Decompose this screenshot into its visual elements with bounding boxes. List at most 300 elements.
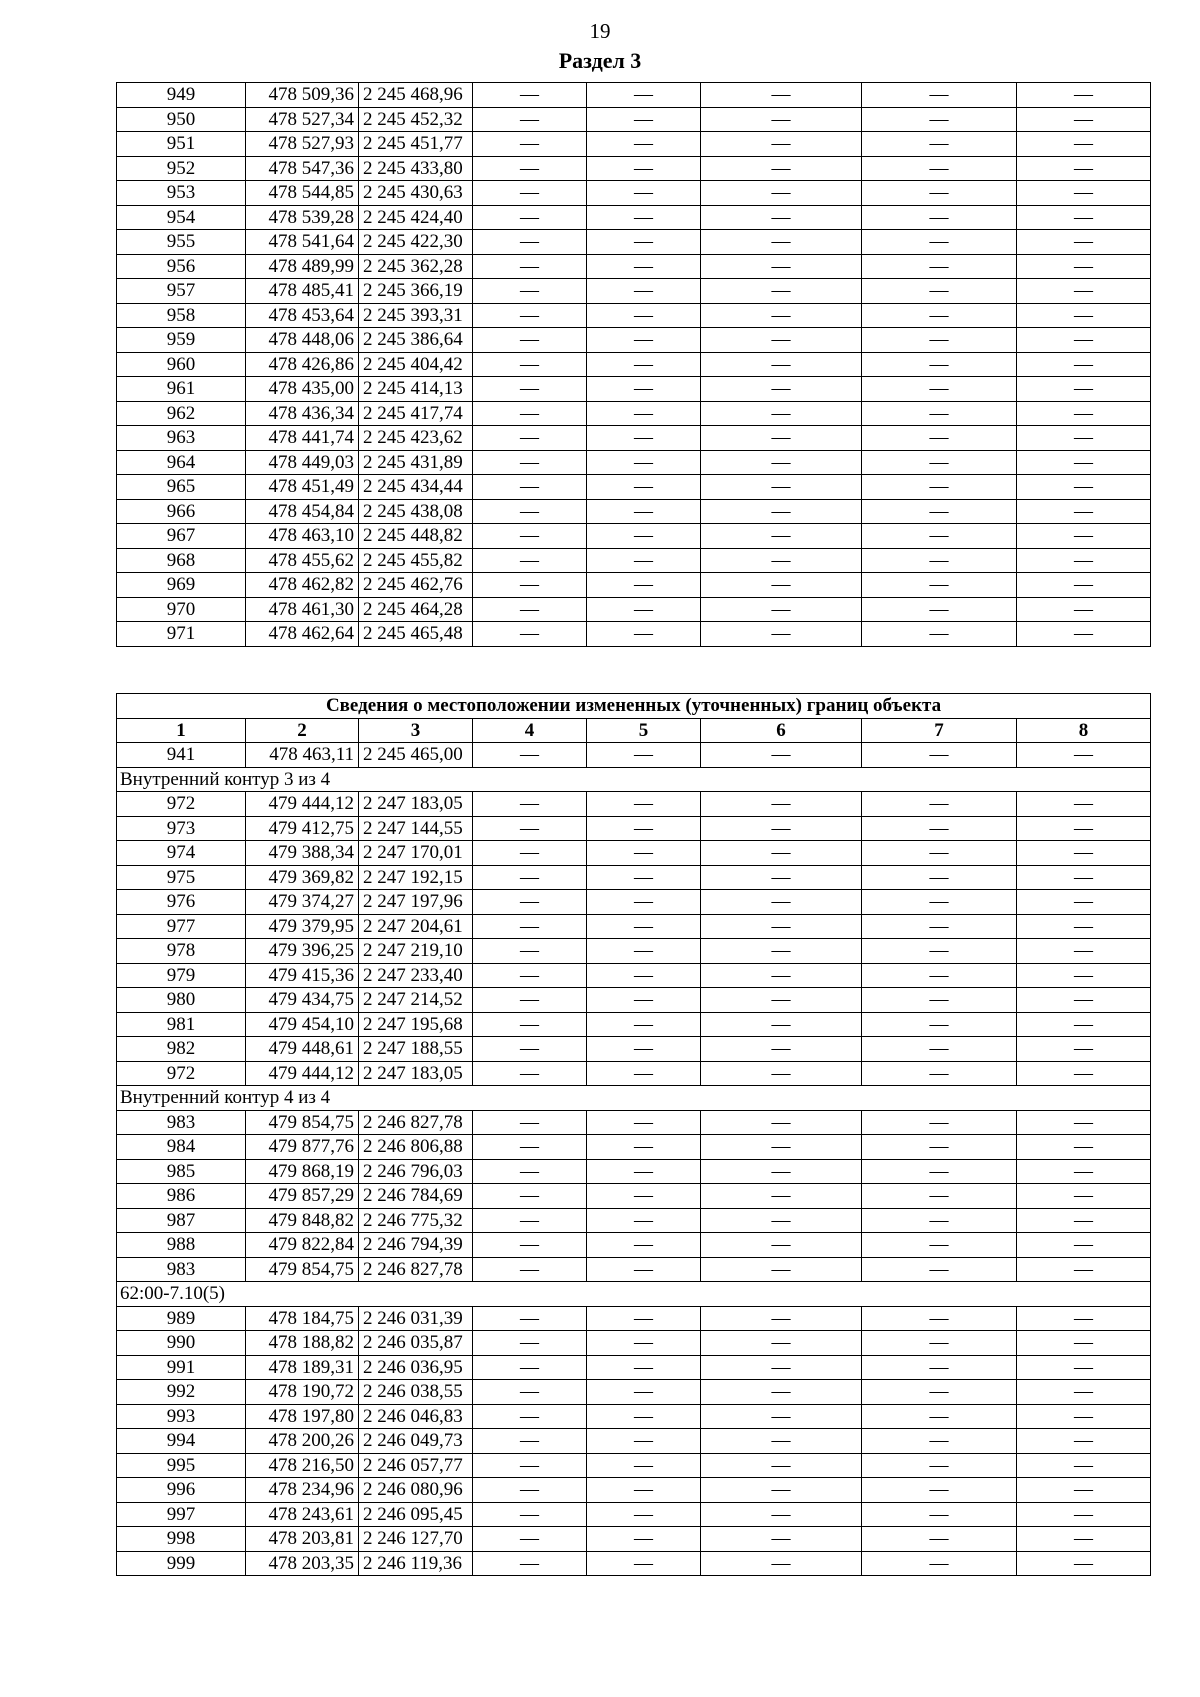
- empty-value-cell: —: [473, 939, 587, 964]
- coordinates-table-continued: [116, 82, 1151, 647]
- empty-value-cell: —: [862, 279, 1017, 304]
- x-coordinate-cell: 478 197,80: [246, 1404, 359, 1429]
- x-coordinate-cell: 478 188,82: [246, 1331, 359, 1356]
- empty-value-cell: —: [862, 792, 1017, 817]
- empty-value-cell: —: [862, 597, 1017, 622]
- contour-label: 62:00-7.10(5): [117, 1282, 1151, 1307]
- table-row: [117, 83, 1151, 108]
- empty-value-cell: —: [862, 1478, 1017, 1503]
- empty-value-cell: —: [862, 1331, 1017, 1356]
- empty-value-cell: —: [587, 573, 701, 598]
- point-number-cell: 996: [117, 1478, 246, 1503]
- table-row: [117, 450, 1151, 475]
- empty-value-cell: —: [701, 1257, 862, 1282]
- x-coordinate-cell: 479 415,36: [246, 963, 359, 988]
- x-coordinate-cell: 479 434,75: [246, 988, 359, 1013]
- empty-value-cell: —: [1017, 475, 1151, 500]
- table-row: [117, 1355, 1151, 1380]
- point-number-cell: 994: [117, 1429, 246, 1454]
- empty-value-cell: —: [473, 401, 587, 426]
- empty-value-cell: —: [473, 1331, 587, 1356]
- table-row: [117, 156, 1151, 181]
- y-coordinate-cell: 2 247 183,05: [359, 792, 473, 817]
- y-coordinate-cell: 2 246 046,83: [359, 1404, 473, 1429]
- empty-value-cell: —: [862, 1551, 1017, 1576]
- y-coordinate-cell: 2 247 233,40: [359, 963, 473, 988]
- x-coordinate-cell: 478 449,03: [246, 450, 359, 475]
- y-coordinate-cell: 2 246 827,78: [359, 1110, 473, 1135]
- empty-value-cell: —: [473, 475, 587, 500]
- x-coordinate-cell: 479 412,75: [246, 816, 359, 841]
- point-number-cell: 956: [117, 254, 246, 279]
- point-number-cell: 995: [117, 1453, 246, 1478]
- empty-value-cell: —: [701, 1110, 862, 1135]
- empty-value-cell: —: [473, 573, 587, 598]
- empty-value-cell: —: [1017, 914, 1151, 939]
- empty-value-cell: —: [1017, 548, 1151, 573]
- empty-value-cell: —: [473, 597, 587, 622]
- table-row: [117, 107, 1151, 132]
- empty-value-cell: —: [473, 1110, 587, 1135]
- empty-value-cell: —: [862, 1404, 1017, 1429]
- empty-value-cell: —: [701, 254, 862, 279]
- table-row: [117, 132, 1151, 157]
- empty-value-cell: —: [587, 254, 701, 279]
- empty-value-cell: —: [473, 1257, 587, 1282]
- y-coordinate-cell: 2 245 404,42: [359, 352, 473, 377]
- empty-value-cell: —: [473, 1306, 587, 1331]
- empty-value-cell: —: [587, 1061, 701, 1086]
- empty-value-cell: —: [587, 1355, 701, 1380]
- empty-value-cell: —: [1017, 230, 1151, 255]
- empty-value-cell: —: [587, 524, 701, 549]
- empty-value-cell: —: [587, 1429, 701, 1454]
- empty-value-cell: —: [587, 1478, 701, 1503]
- point-number-cell: 979: [117, 963, 246, 988]
- empty-value-cell: —: [473, 83, 587, 108]
- x-coordinate-cell: 479 379,95: [246, 914, 359, 939]
- empty-value-cell: —: [587, 328, 701, 353]
- table-row: [117, 841, 1151, 866]
- table-row: [117, 230, 1151, 255]
- empty-value-cell: —: [701, 1012, 862, 1037]
- empty-value-cell: —: [473, 890, 587, 915]
- empty-value-cell: —: [862, 328, 1017, 353]
- empty-value-cell: —: [701, 450, 862, 475]
- point-number-cell: 968: [117, 548, 246, 573]
- x-coordinate-cell: 478 234,96: [246, 1478, 359, 1503]
- empty-value-cell: —: [587, 1331, 701, 1356]
- point-number-cell: 997: [117, 1502, 246, 1527]
- empty-value-cell: —: [473, 1355, 587, 1380]
- y-coordinate-cell: 2 247 192,15: [359, 865, 473, 890]
- y-coordinate-cell: 2 246 095,45: [359, 1502, 473, 1527]
- y-coordinate-cell: 2 245 417,74: [359, 401, 473, 426]
- empty-value-cell: —: [1017, 1453, 1151, 1478]
- table-row: [117, 1453, 1151, 1478]
- empty-value-cell: —: [1017, 939, 1151, 964]
- x-coordinate-cell: 478 189,31: [246, 1355, 359, 1380]
- y-coordinate-cell: 2 247 183,05: [359, 1061, 473, 1086]
- x-coordinate-cell: 478 462,64: [246, 622, 359, 647]
- empty-value-cell: —: [701, 205, 862, 230]
- empty-value-cell: —: [587, 181, 701, 206]
- empty-value-cell: —: [862, 1233, 1017, 1258]
- x-coordinate-cell: 478 461,30: [246, 597, 359, 622]
- table-row: [117, 1110, 1151, 1135]
- empty-value-cell: —: [701, 1184, 862, 1209]
- point-number-cell: 941: [117, 743, 246, 768]
- empty-value-cell: —: [1017, 279, 1151, 304]
- y-coordinate-cell: 2 246 794,39: [359, 1233, 473, 1258]
- table-row: [117, 377, 1151, 402]
- x-coordinate-cell: 479 369,82: [246, 865, 359, 890]
- empty-value-cell: —: [473, 1502, 587, 1527]
- point-number-cell: 973: [117, 816, 246, 841]
- empty-value-cell: —: [862, 499, 1017, 524]
- empty-value-cell: —: [862, 1037, 1017, 1062]
- empty-value-cell: —: [473, 1184, 587, 1209]
- y-coordinate-cell: 2 247 214,52: [359, 988, 473, 1013]
- y-coordinate-cell: 2 245 438,08: [359, 499, 473, 524]
- empty-value-cell: —: [701, 841, 862, 866]
- empty-value-cell: —: [862, 1110, 1017, 1135]
- empty-value-cell: —: [1017, 816, 1151, 841]
- x-coordinate-cell: 478 190,72: [246, 1380, 359, 1405]
- empty-value-cell: —: [587, 1551, 701, 1576]
- empty-value-cell: —: [587, 475, 701, 500]
- point-number-cell: 971: [117, 622, 246, 647]
- point-number-cell: 989: [117, 1306, 246, 1331]
- x-coordinate-cell: 478 509,36: [246, 83, 359, 108]
- x-coordinate-cell: 478 489,99: [246, 254, 359, 279]
- empty-value-cell: —: [862, 988, 1017, 1013]
- empty-value-cell: —: [473, 1037, 587, 1062]
- empty-value-cell: —: [587, 156, 701, 181]
- column-header: 2: [246, 718, 359, 743]
- empty-value-cell: —: [701, 83, 862, 108]
- empty-value-cell: —: [473, 816, 587, 841]
- y-coordinate-cell: 2 246 827,78: [359, 1257, 473, 1282]
- empty-value-cell: —: [701, 914, 862, 939]
- x-coordinate-cell: 478 462,82: [246, 573, 359, 598]
- point-number-cell: 972: [117, 792, 246, 817]
- empty-value-cell: —: [862, 1208, 1017, 1233]
- empty-value-cell: —: [473, 156, 587, 181]
- empty-value-cell: —: [587, 1159, 701, 1184]
- table-row: [117, 1135, 1151, 1160]
- contour-label: Внутренний контур 3 из 4: [117, 767, 1151, 792]
- empty-value-cell: —: [473, 328, 587, 353]
- x-coordinate-cell: 479 857,29: [246, 1184, 359, 1209]
- y-coordinate-cell: 2 246 057,77: [359, 1453, 473, 1478]
- x-coordinate-cell: 478 426,86: [246, 352, 359, 377]
- empty-value-cell: —: [701, 1061, 862, 1086]
- empty-value-cell: —: [701, 499, 862, 524]
- empty-value-cell: —: [701, 475, 862, 500]
- empty-value-cell: —: [473, 1135, 587, 1160]
- x-coordinate-cell: 479 454,10: [246, 1012, 359, 1037]
- empty-value-cell: —: [701, 1306, 862, 1331]
- empty-value-cell: —: [587, 1380, 701, 1405]
- empty-value-cell: —: [587, 83, 701, 108]
- x-coordinate-cell: 478 216,50: [246, 1453, 359, 1478]
- contour-label-row: [117, 1282, 1151, 1307]
- empty-value-cell: —: [701, 1159, 862, 1184]
- point-number-cell: 967: [117, 524, 246, 549]
- x-coordinate-cell: 478 451,49: [246, 475, 359, 500]
- empty-value-cell: —: [587, 1037, 701, 1062]
- empty-value-cell: —: [1017, 524, 1151, 549]
- table-row: [117, 1233, 1151, 1258]
- empty-value-cell: —: [473, 450, 587, 475]
- empty-value-cell: —: [701, 573, 862, 598]
- empty-value-cell: —: [1017, 622, 1151, 647]
- empty-value-cell: —: [1017, 743, 1151, 768]
- empty-value-cell: —: [1017, 1502, 1151, 1527]
- empty-value-cell: —: [1017, 1110, 1151, 1135]
- empty-value-cell: —: [701, 303, 862, 328]
- point-number-cell: 963: [117, 426, 246, 451]
- point-number-cell: 949: [117, 83, 246, 108]
- empty-value-cell: —: [701, 548, 862, 573]
- empty-value-cell: —: [862, 622, 1017, 647]
- point-number-cell: 985: [117, 1159, 246, 1184]
- x-coordinate-cell: 478 448,06: [246, 328, 359, 353]
- y-coordinate-cell: 2 245 434,44: [359, 475, 473, 500]
- point-number-cell: 954: [117, 205, 246, 230]
- empty-value-cell: —: [862, 1306, 1017, 1331]
- point-number-cell: 969: [117, 573, 246, 598]
- table-row: [117, 475, 1151, 500]
- empty-value-cell: —: [587, 303, 701, 328]
- point-number-cell: 972: [117, 1061, 246, 1086]
- empty-value-cell: —: [473, 499, 587, 524]
- point-number-cell: 981: [117, 1012, 246, 1037]
- empty-value-cell: —: [1017, 1380, 1151, 1405]
- empty-value-cell: —: [701, 524, 862, 549]
- x-coordinate-cell: 478 243,61: [246, 1502, 359, 1527]
- empty-value-cell: —: [1017, 426, 1151, 451]
- empty-value-cell: —: [473, 1404, 587, 1429]
- empty-value-cell: —: [587, 401, 701, 426]
- empty-value-cell: —: [862, 1012, 1017, 1037]
- empty-value-cell: —: [701, 1527, 862, 1552]
- y-coordinate-cell: 2 246 775,32: [359, 1208, 473, 1233]
- table-row: [117, 1404, 1151, 1429]
- empty-value-cell: —: [587, 622, 701, 647]
- empty-value-cell: —: [587, 1110, 701, 1135]
- empty-value-cell: —: [473, 1527, 587, 1552]
- empty-value-cell: —: [587, 352, 701, 377]
- y-coordinate-cell: 2 245 362,28: [359, 254, 473, 279]
- empty-value-cell: —: [1017, 156, 1151, 181]
- point-number-cell: 977: [117, 914, 246, 939]
- table-row: [117, 1208, 1151, 1233]
- empty-value-cell: —: [862, 548, 1017, 573]
- empty-value-cell: —: [862, 1380, 1017, 1405]
- table-row: [117, 988, 1151, 1013]
- table-row: [117, 963, 1151, 988]
- x-coordinate-cell: 478 547,36: [246, 156, 359, 181]
- empty-value-cell: —: [701, 401, 862, 426]
- y-coordinate-cell: 2 247 204,61: [359, 914, 473, 939]
- y-coordinate-cell: 2 247 195,68: [359, 1012, 473, 1037]
- table-row: [117, 1012, 1151, 1037]
- table-row: [117, 1306, 1151, 1331]
- y-coordinate-cell: 2 245 465,00: [359, 743, 473, 768]
- empty-value-cell: —: [587, 1502, 701, 1527]
- empty-value-cell: —: [1017, 1061, 1151, 1086]
- empty-value-cell: —: [862, 230, 1017, 255]
- y-coordinate-cell: 2 247 170,01: [359, 841, 473, 866]
- table-row: [117, 1380, 1151, 1405]
- point-number-cell: 990: [117, 1331, 246, 1356]
- empty-value-cell: —: [473, 1208, 587, 1233]
- y-coordinate-cell: 2 247 197,96: [359, 890, 473, 915]
- empty-value-cell: —: [1017, 841, 1151, 866]
- empty-value-cell: —: [1017, 107, 1151, 132]
- empty-value-cell: —: [1017, 328, 1151, 353]
- point-number-cell: 959: [117, 328, 246, 353]
- empty-value-cell: —: [701, 1380, 862, 1405]
- y-coordinate-cell: 2 245 430,63: [359, 181, 473, 206]
- x-coordinate-cell: 478 453,64: [246, 303, 359, 328]
- point-number-cell: 955: [117, 230, 246, 255]
- empty-value-cell: —: [1017, 1184, 1151, 1209]
- empty-value-cell: —: [862, 1061, 1017, 1086]
- empty-value-cell: —: [587, 1184, 701, 1209]
- y-coordinate-cell: 2 246 127,70: [359, 1527, 473, 1552]
- empty-value-cell: —: [701, 963, 862, 988]
- y-coordinate-cell: 2 245 462,76: [359, 573, 473, 598]
- empty-value-cell: —: [473, 1380, 587, 1405]
- empty-value-cell: —: [862, 83, 1017, 108]
- x-coordinate-cell: 478 200,26: [246, 1429, 359, 1454]
- table-row: [117, 499, 1151, 524]
- table-row: [117, 816, 1151, 841]
- y-coordinate-cell: 2 246 080,96: [359, 1478, 473, 1503]
- empty-value-cell: —: [701, 816, 862, 841]
- empty-value-cell: —: [473, 1453, 587, 1478]
- table-row: [117, 743, 1151, 768]
- empty-value-cell: —: [473, 1429, 587, 1454]
- x-coordinate-cell: 479 854,75: [246, 1257, 359, 1282]
- empty-value-cell: —: [701, 377, 862, 402]
- y-coordinate-cell: 2 246 119,36: [359, 1551, 473, 1576]
- empty-value-cell: —: [862, 1527, 1017, 1552]
- empty-value-cell: —: [1017, 352, 1151, 377]
- empty-value-cell: —: [862, 352, 1017, 377]
- empty-value-cell: —: [473, 792, 587, 817]
- point-number-cell: 984: [117, 1135, 246, 1160]
- empty-value-cell: —: [587, 450, 701, 475]
- empty-value-cell: —: [587, 230, 701, 255]
- y-coordinate-cell: 2 247 219,10: [359, 939, 473, 964]
- empty-value-cell: —: [473, 841, 587, 866]
- empty-value-cell: —: [587, 1233, 701, 1258]
- empty-value-cell: —: [473, 914, 587, 939]
- empty-value-cell: —: [701, 328, 862, 353]
- empty-value-cell: —: [701, 865, 862, 890]
- empty-value-cell: —: [473, 1159, 587, 1184]
- empty-value-cell: —: [473, 181, 587, 206]
- empty-value-cell: —: [701, 743, 862, 768]
- empty-value-cell: —: [701, 156, 862, 181]
- empty-value-cell: —: [1017, 1159, 1151, 1184]
- empty-value-cell: —: [1017, 988, 1151, 1013]
- empty-value-cell: —: [862, 1184, 1017, 1209]
- x-coordinate-cell: 479 396,25: [246, 939, 359, 964]
- point-number-cell: 970: [117, 597, 246, 622]
- table-row: [117, 1159, 1151, 1184]
- empty-value-cell: —: [587, 1404, 701, 1429]
- empty-value-cell: —: [1017, 963, 1151, 988]
- empty-value-cell: —: [1017, 1355, 1151, 1380]
- empty-value-cell: —: [587, 914, 701, 939]
- empty-value-cell: —: [587, 279, 701, 304]
- empty-value-cell: —: [862, 573, 1017, 598]
- empty-value-cell: —: [1017, 1208, 1151, 1233]
- table-row: [117, 524, 1151, 549]
- empty-value-cell: —: [701, 352, 862, 377]
- empty-value-cell: —: [1017, 181, 1151, 206]
- y-coordinate-cell: 2 245 451,77: [359, 132, 473, 157]
- y-coordinate-cell: 2 245 468,96: [359, 83, 473, 108]
- x-coordinate-cell: 478 527,34: [246, 107, 359, 132]
- empty-value-cell: —: [1017, 401, 1151, 426]
- y-coordinate-cell: 2 245 386,64: [359, 328, 473, 353]
- point-number-cell: 953: [117, 181, 246, 206]
- empty-value-cell: —: [862, 303, 1017, 328]
- section-title: Раздел 3: [558, 48, 642, 73]
- point-number-cell: 961: [117, 377, 246, 402]
- y-coordinate-cell: 2 245 393,31: [359, 303, 473, 328]
- empty-value-cell: —: [862, 963, 1017, 988]
- empty-value-cell: —: [701, 132, 862, 157]
- x-coordinate-cell: 479 388,34: [246, 841, 359, 866]
- y-coordinate-cell: 2 246 806,88: [359, 1135, 473, 1160]
- empty-value-cell: —: [701, 426, 862, 451]
- empty-value-cell: —: [862, 132, 1017, 157]
- column-header: 5: [587, 718, 701, 743]
- empty-value-cell: —: [587, 548, 701, 573]
- column-header: 4: [473, 718, 587, 743]
- x-coordinate-cell: 479 374,27: [246, 890, 359, 915]
- empty-value-cell: —: [473, 254, 587, 279]
- empty-value-cell: —: [587, 963, 701, 988]
- y-coordinate-cell: 2 247 144,55: [359, 816, 473, 841]
- empty-value-cell: —: [1017, 132, 1151, 157]
- y-coordinate-cell: 2 246 049,73: [359, 1429, 473, 1454]
- empty-value-cell: —: [1017, 1429, 1151, 1454]
- y-coordinate-cell: 2 246 036,95: [359, 1355, 473, 1380]
- y-coordinate-cell: 2 245 424,40: [359, 205, 473, 230]
- empty-value-cell: —: [862, 1257, 1017, 1282]
- contour-label-row: [117, 1086, 1151, 1111]
- empty-value-cell: —: [862, 939, 1017, 964]
- empty-value-cell: —: [587, 132, 701, 157]
- empty-value-cell: —: [862, 865, 1017, 890]
- column-header: 6: [701, 718, 862, 743]
- empty-value-cell: —: [587, 743, 701, 768]
- point-number-cell: 982: [117, 1037, 246, 1062]
- table-row: [117, 1184, 1151, 1209]
- empty-value-cell: —: [1017, 303, 1151, 328]
- point-number-cell: 960: [117, 352, 246, 377]
- empty-value-cell: —: [701, 622, 862, 647]
- table-row: [117, 1037, 1151, 1062]
